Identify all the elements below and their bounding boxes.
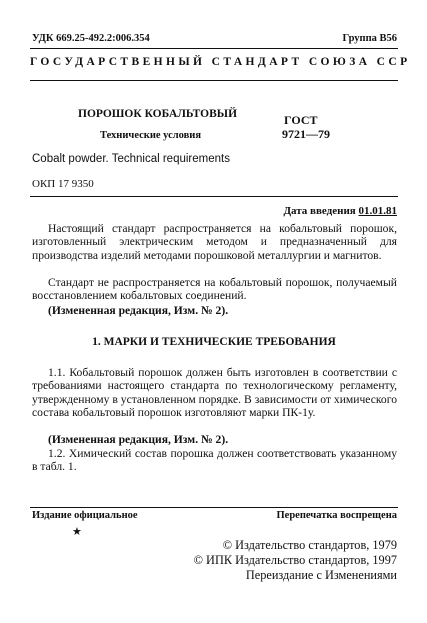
reprint-prohibited: Перепечатка воспрещена <box>276 510 397 521</box>
clause-1-2: 1.2. Химический состав порошка должен соответствовать указанному в табл. 1. <box>32 447 397 474</box>
official-edition: Издание официальное <box>32 510 138 521</box>
introduction-date <box>283 205 397 217</box>
okp-code: ОКП 17 9350 <box>32 178 94 190</box>
header-rule <box>30 48 398 49</box>
intro-paragraph: Настоящий стандарт распространяется на кобальтовый порошок, изготовленный электрическим методом и предназначенный для производства изделий методами порошковой металлургии и магнитов. <box>32 222 397 262</box>
header-rule-2 <box>30 80 398 81</box>
star-icon: ★ <box>72 526 82 538</box>
gost-number: 9721—79 <box>282 127 330 141</box>
introduction-date-value: 01.01.81 <box>358 205 397 217</box>
udk-code: УДК 669.25-492.2:006.354 <box>32 33 150 44</box>
amendment-note-2: (Измененная редакция, Изм. № 2). <box>48 433 229 446</box>
footer-rule <box>30 507 398 508</box>
gost-label: ГОСТ <box>284 113 318 127</box>
state-standard-title: ГОСУДАРСТВЕННЫЙ СТАНДАРТ СОЮЗА ССР <box>30 56 411 68</box>
introduction-date-label: Дата введения <box>283 205 356 217</box>
exclusion-paragraph: Стандарт не распространяется на кобальтовый порошок, получаемый восстановлением кобальтовых соединений. <box>32 276 397 303</box>
clause-1-1: 1.1. Кобальтовый порошок должен быть изготовлен в соответствии с требованиями настоящего стандарта по технологическому регламенту, утвержденному в установленном порядке. В зависимости от химического состава кобальтовый порошок изготовляют марки ПК-1у. <box>32 366 397 419</box>
document-title: ПОРОШОК КОБАЛЬТОВЫЙ <box>78 108 238 120</box>
amendment-note-1: (Измененная редакция, Изм. № 2). <box>48 304 229 317</box>
english-title: Cobalt powder. Technical requirements <box>32 153 230 165</box>
section-1-heading: 1. МАРКИ И ТЕХНИЧЕСКИЕ ТРЕБОВАНИЯ <box>92 336 336 348</box>
document-subtitle: Технические условия <box>100 130 202 141</box>
group-code: Группа В56 <box>342 33 397 44</box>
copyright-1997: © ИПК Издательство стандартов, 1997 <box>193 553 397 567</box>
title-block-rule <box>30 196 398 197</box>
reissue-note: Переиздание с Изменениями <box>245 568 397 582</box>
copyright-1979: © Издательство стандартов, 1979 <box>222 538 397 552</box>
